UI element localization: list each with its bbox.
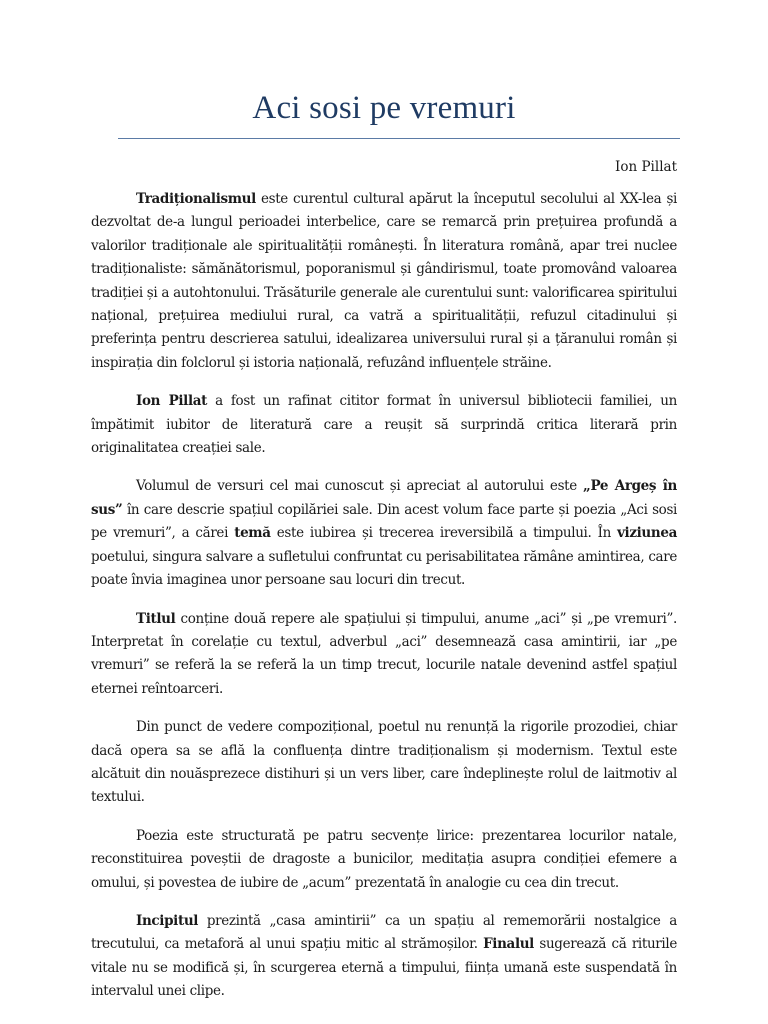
text-run: Din punct de vedere compozițional, poetul nu renunță la rigorile prozodiei, chiar dacă opera sa se află la confluența dintre tradiționalism și modernism. Textul este alcătuit din nouăsprezece distihuri și un vers liber, care îndeplinește rolul de laitmotiv al textului. xyxy=(91,719,677,806)
paragraph xyxy=(91,910,677,1004)
text-run: este curentul cultural apărut la începutul secolului al XX-lea și dezvoltat de-a lungul perioadei interbelice, care se remarcă prin prețuirea profundă a valorilor tradiționale ale spiritualității românești. În literatura română, apar trei nuclee tradiționaliste: sămănătorismul, poporanismul și gândirismul, toate promovând valoarea tradiției și a autohtonului. Trăsăturile generale ale curentului sunt: valorificarea spiritului național, prețuirea mediului rural, ca vatră a spiritualității, refuzul citadinului și preferința pentru descrierea satului, idealizarea universului rural și a țăranului român și inspirația din folclorul și istoria națională, refuzând influențele străine. xyxy=(91,191,677,371)
text-run: sugerează că riturile vitale nu se modifică și, în scurgerea eternă a timpului, ființa umană este suspendată în intervalul unei clipe. xyxy=(91,936,677,1000)
bold-text: viziunea xyxy=(617,525,677,542)
text-run: prezintă „casa amintirii” ca un spațiu al rememorării nostalgice a trecutului, ca metaforă al unui spațiu mitic al strămoșilor. xyxy=(91,912,677,953)
bold-text: Finalul xyxy=(483,936,534,953)
text-run: Poezia este structurată pe patru secvențe lirice: prezentarea locurilor natale, reconstituirea poveștii de dragoste a bunicilor, meditația asupra condiției efemere a omului, și povestea de iubire de „acum” prezentată în analogie cu cea din trecut. xyxy=(91,827,677,891)
document-body xyxy=(91,188,677,1019)
paragraph xyxy=(91,608,677,702)
text-run: în care descrie spațiul copilăriei sale. Din acest volum face parte și poezia „Aci sosi pe vremuri”, a cărei xyxy=(91,501,677,542)
bold-text: temă xyxy=(234,525,271,542)
text-run: este iubirea și trecerea ireversibilă a timpului. În xyxy=(270,525,618,542)
text-run: conține două repere ale spațiului și timpului, anume „aci” și „pe vremuri”. Interpretat în corelație cu textul, adverbul „aci” desemnează casa amintirii, iar „pe vremuri” se referă la se referă la un timp trecut, locurile natale devenind astfel spațiul eternei reîntoarceri. xyxy=(91,610,677,697)
paragraph xyxy=(91,188,677,375)
bold-text: Ion Pillat xyxy=(136,393,208,410)
paragraph xyxy=(91,825,677,895)
bold-text: Incipitul xyxy=(136,912,199,929)
paragraph xyxy=(91,716,677,810)
paragraph xyxy=(91,390,677,460)
title-underline xyxy=(118,138,680,139)
text-run: Volumul de versuri cel mai cunoscut și apreciat al autorului este xyxy=(136,478,584,495)
bold-text: Tradiționalismul xyxy=(136,191,256,207)
paragraph xyxy=(91,475,677,592)
bold-text: „Pe Argeș în sus” xyxy=(91,478,677,518)
bold-text: Titlul xyxy=(136,610,176,627)
text-run: poetului, singura salvare a sufletului confruntat cu perisabilitatea rămâne amintirea, care poate învia imaginea unor persoane sau locuri din trecut. xyxy=(91,548,677,589)
text-run: a fost un rafinat cititor format în universul bibliotecii familiei, un împătimit iubitor de literatură care a reușit să surprindă critica literară prin originalitatea creației sale. xyxy=(91,393,677,457)
author-name: Ion Pillat xyxy=(615,159,677,175)
document-title: Aci sosi pe vremuri xyxy=(252,90,516,126)
